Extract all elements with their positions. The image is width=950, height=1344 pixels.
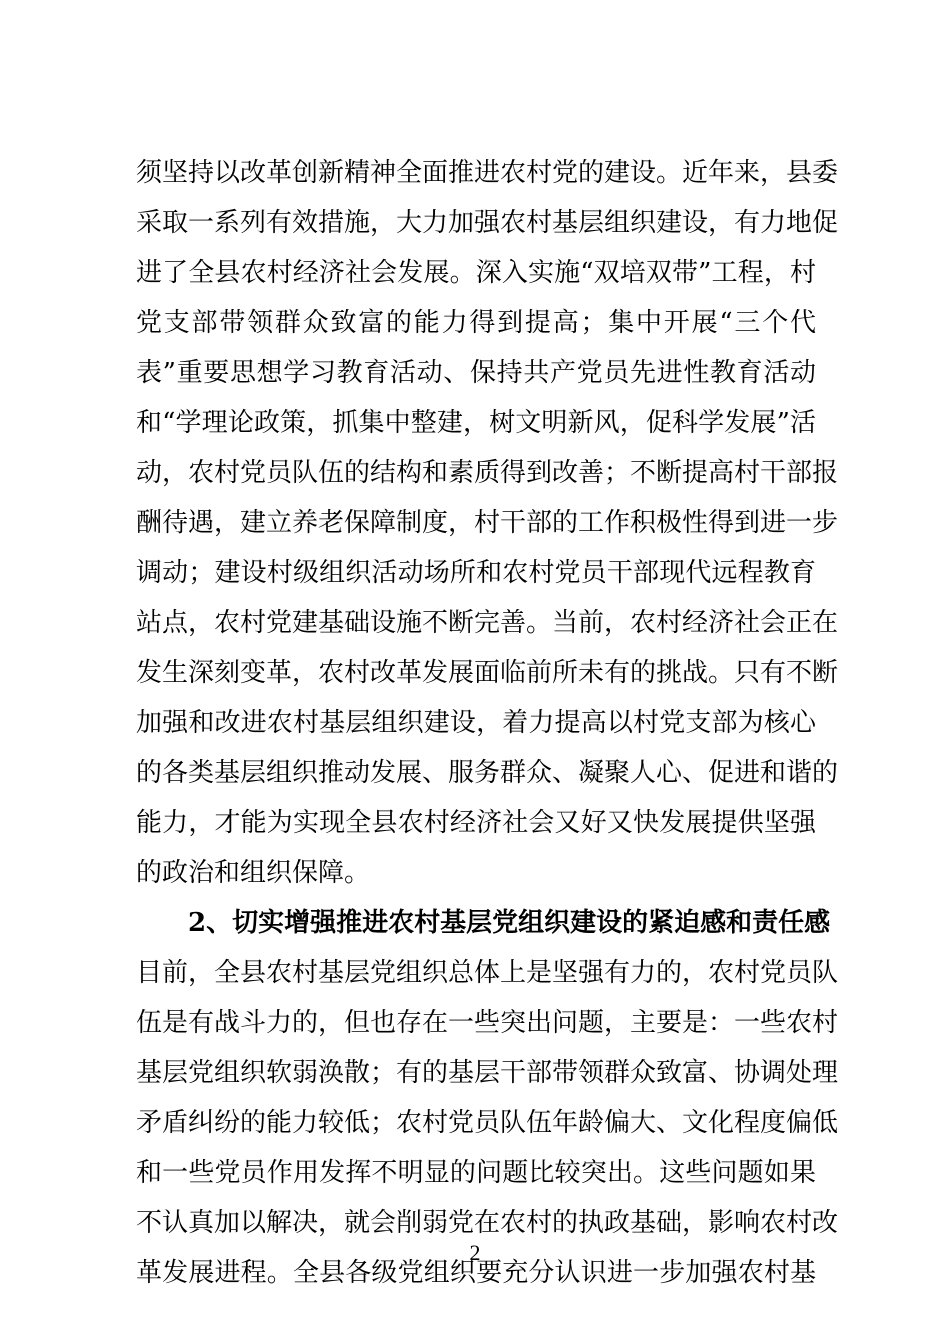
text-line: 加强和改进农村基层组织建设，着力提高以村党支部为核心 [136, 708, 816, 738]
text-line: 动，农村党员队伍的结构和素质得到改善；不断提高村干部报 [136, 458, 839, 488]
text-line: 伍是有战斗力的，但也存在一些突出问题，主要是：一些农村 [136, 1008, 839, 1038]
text-line: 的各类基层组织推动发展、服务群众、凝聚人心、促进和谐的 [136, 758, 839, 788]
text-line: 和一些党员作用发挥不明显的问题比较突出。这些问题如果 [136, 1158, 816, 1188]
text-line: 矛盾纠纷的能力较低；农村党员队伍年龄偏大、文化程度偏低 [136, 1108, 839, 1138]
text-line: 不认真加以解决，就会削弱党在农村的执政基础，影响农村改 [136, 1208, 839, 1238]
text-line: 革发展进程。全县各级党组织要充分认识进一步加强农村基 [136, 1258, 816, 1288]
text-line: 党支部带领群众致富的能力得到提高；集中开展“三个代 [136, 308, 816, 338]
text-line: 和“学理论政策，抓集中整建，树文明新风，促科学发展”活 [136, 408, 816, 438]
page-number: 2 [469, 1240, 481, 1265]
text-line: 的政治和组织保障。 [136, 858, 371, 888]
text-line: 表”重要思想学习教育活动、保持共产党员先进性教育活动 [136, 358, 816, 388]
text-line: 酬待遇，建立养老保障制度，村干部的工作积极性得到进一步 [136, 508, 839, 538]
text-line: 调动；建设村级组织活动场所和农村党员干部现代远程教育 [136, 558, 816, 588]
text-line: 能力，才能为实现全县农村经济社会又好又快发展提供坚强 [136, 808, 816, 838]
text-line: 基层党组织软弱涣散；有的基层干部带领群众致富、协调处理 [136, 1058, 839, 1088]
text-line: 目前，全县农村基层党组织总体上是坚强有力的，农村党员队 [136, 958, 839, 988]
text-line: 进了全县农村经济社会发展。深入实施“双培双带”工程，村 [136, 258, 816, 288]
body-text [136, 148, 839, 1298]
section-heading: 2、切实增强推进农村基层党组织建设的紧迫感和责任感 [188, 908, 831, 938]
text-line: 站点，农村党建基础设施不断完善。当前，农村经济社会正在 [136, 608, 839, 638]
text-line: 发生深刻变革，农村改革发展面临前所未有的挑战。只有不断 [136, 658, 839, 688]
text-line: 采取一系列有效措施，大力加强农村基层组织建设，有力地促 [136, 208, 839, 238]
text-line: 须坚持以改革创新精神全面推进农村党的建设。近年来，县委 [136, 158, 839, 188]
